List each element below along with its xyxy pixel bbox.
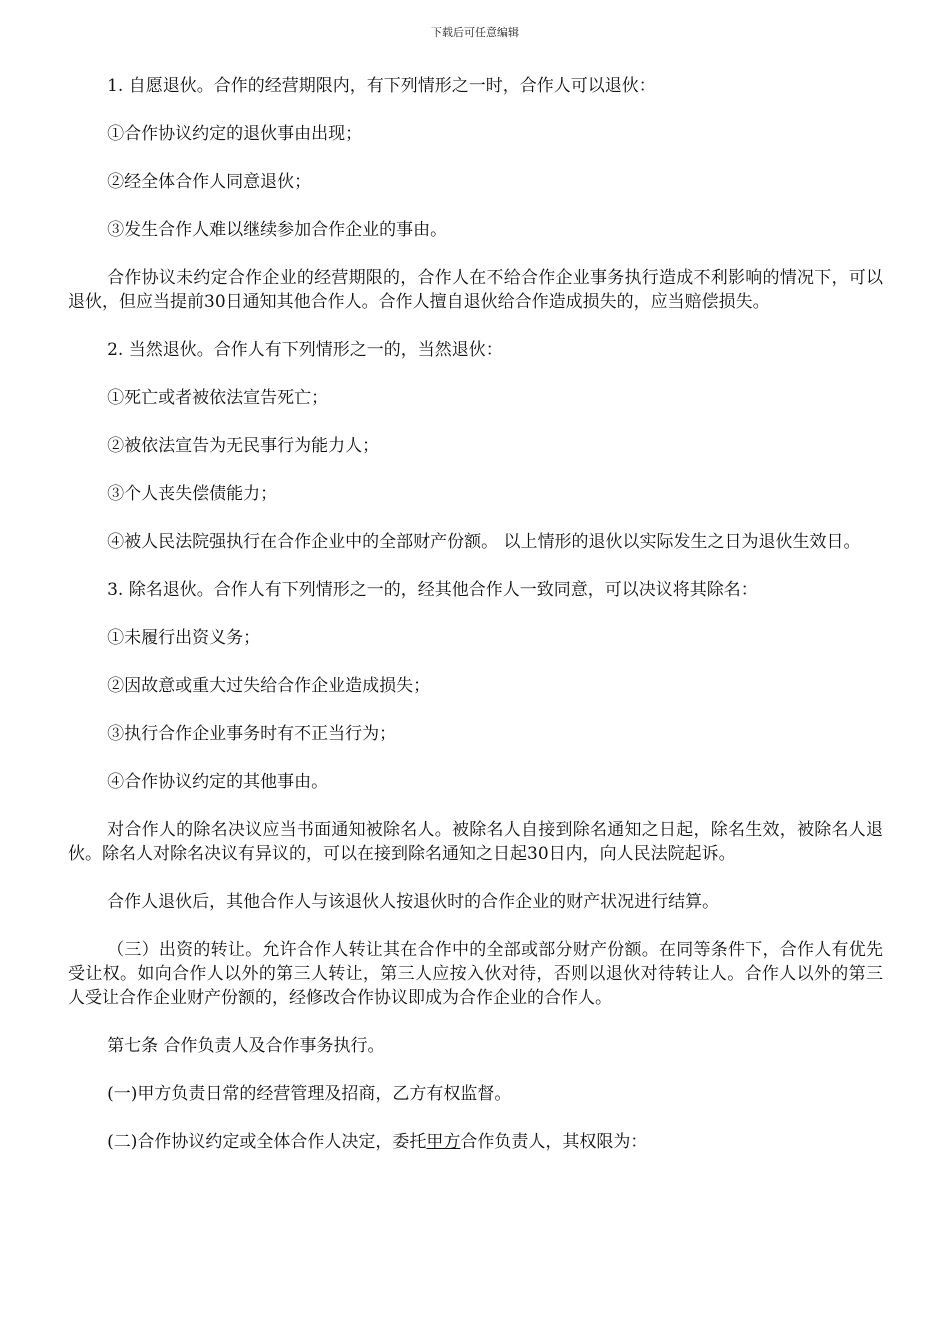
list-item: ②因故意或重大过失给合作企业造成损失； [107, 676, 431, 696]
page-header: 下载后可任意编辑 [431, 26, 519, 39]
paragraph: 合作协议未约定合作企业的经营期限的，合作人在不给合作企业事务执行造成不利影响的情况下，可以退伙，但应当提前30日通知其他合作人。合作人擅自退伙给合作造成损失的，应当赔偿损失。 [68, 268, 883, 312]
list-item: ①死亡或者被依法宣告死亡； [107, 388, 329, 408]
paragraph: 合作人退伙后，其他合作人与该退伙人按退伙时的合作企业的财产状况进行结算。 [107, 892, 720, 912]
list-item: ①合作协议约定的退伙事由出现； [107, 124, 363, 144]
list-item: ④合作协议约定的其他事由。 [107, 772, 329, 792]
list-item: ④被人民法院强执行在合作企业中的全部财产份额。 以上情形的退伙以实际发生之日为退伙生效日。 [107, 532, 861, 552]
clause-expulsion: 3. 除名退伙。合作人有下列情形之一的，经其他合作人一致同意，可以决议将其除名： [107, 580, 758, 600]
list-item: ②被依法宣告为无民事行为能力人； [107, 436, 380, 456]
article-seven-heading: 第七条 合作负责人及合作事务执行。 [107, 1036, 385, 1056]
list-item: ③执行合作企业事务时有不正当行为； [107, 724, 397, 744]
clause-automatic-withdrawal: 2. 当然退伙。合作人有下列情形之一的，当然退伙： [107, 340, 503, 360]
text-after: 合作负责人，其权限为： [460, 1132, 648, 1152]
document-body [68, 74, 883, 1154]
paragraph: 对合作人的除名决议应当书面通知被除名人。被除名人自接到除名通知之日起，除名生效，被除名人退伙。除名人对除名决议有异议的，可以在接到除名通知之日起30日内，向人民法院起诉。 [68, 820, 883, 864]
paragraph-last [68, 1130, 883, 1154]
paragraph: (一)甲方负责日常的经营管理及招商，乙方有权监督。 [107, 1084, 512, 1104]
clause-voluntary-withdrawal: 1. 自愿退伙。合作的经营期限内，有下列情形之一时，合作人可以退伙： [107, 76, 656, 96]
underlined-party: 甲方 [426, 1132, 461, 1152]
list-item: ②经全体合作人同意退伙； [107, 172, 312, 192]
clause-transfer: （三）出资的转让。允许合作人转让其在合作中的全部或部分财产份额。在同等条件下，合作人有优先受让权。如向合作人以外的第三人转让，第三人应按入伙对待，否则以退伙对待转让人。合作人以外的第三人受让合作企业财产份额的，经修改合作协议即成为合作企业的合作人。 [68, 940, 883, 1008]
text-before: (二)合作协议约定或全体合作人决定，委托 [107, 1132, 427, 1152]
list-item: ③发生合作人难以继续参加合作企业的事由。 [107, 220, 448, 240]
list-item: ①未履行出资义务； [107, 628, 261, 648]
list-item: ③个人丧失偿债能力； [107, 484, 278, 504]
